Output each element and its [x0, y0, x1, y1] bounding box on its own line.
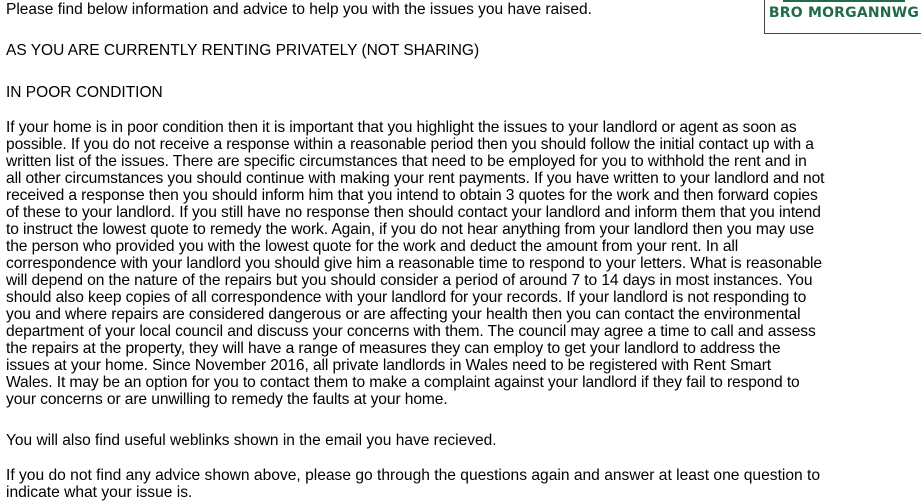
advice-line: written list of the issues. There are specific circumstances that need to be employed for you to withhold the rent and in — [6, 153, 807, 170]
advice-line: of these to your landlord. If you still have no response then should contact your landlord and inform them that you intend — [6, 204, 821, 221]
advice-line: your concerns or are unwilling to remedy the faults at your home. — [6, 391, 448, 408]
weblinks-note: You will also find useful weblinks shown in the email you have recieved. — [6, 432, 497, 449]
advice-line: will depend on the nature of the repairs but you should consider a period of around 7 to 14 days in most instances. You — [6, 272, 813, 289]
closing-instructions — [6, 467, 921, 501]
advice-line: all other circumstances you should continue with making your rent payments. If you have written to your landlord and not — [6, 170, 825, 187]
organisation-logo — [764, 0, 921, 34]
logo-text: BRO MORGANNWG — [768, 5, 920, 21]
advice-line: department of your local council and discuss your concerns with them. The council may agree a time to call and assess — [6, 323, 816, 340]
advice-line: you and where repairs are considered dangerous or are affecting your health then you can contact the environmental — [6, 306, 801, 323]
advice-line: correspondence with your landlord you should give him a reasonable time to respond to your letters. What is reasonable — [6, 255, 822, 272]
advice-line: should also keep copies of all correspondence with your landlord for your records. If your landlord is not responding to — [6, 289, 807, 306]
intro-text: Please find below information and advice to help you with the issues you have raised. — [6, 1, 592, 18]
advice-line: received a response then you should inform him that you intend to obtain 3 quotes for the work and then forward copies — [6, 187, 818, 204]
advice-line: the repairs at the property, they will have a range of measures they can employ to get your landlord to address the — [6, 340, 781, 357]
advice-line: to instruct the lowest quote to remedy the work. Again, if you do not hear anything from your landlord then you may use — [6, 221, 815, 238]
advice-line: the person who provided you with the lowest quote for the work and deduct the amount from your rent. In all — [6, 238, 739, 255]
advice-paragraph — [6, 119, 921, 408]
logo-accent-bar — [783, 0, 905, 2]
closing-line: indicate what your issue is. — [6, 484, 193, 501]
advice-line: If your home is in poor condition then it is important that you highlight the issues to your landlord or agent as soon as — [6, 119, 797, 136]
advice-line: issues at your home. Since November 2016, all private landlords in Wales need to be registered with Rent Smart — [6, 357, 772, 374]
advice-line: possible. If you do not receive a response within a reasonable period then you should follow the initial contact up with a — [6, 136, 814, 153]
heading-renting-status: AS YOU ARE CURRENTLY RENTING PRIVATELY (NOT SHARING) — [6, 42, 480, 59]
heading-property-condition: IN POOR CONDITION — [6, 84, 163, 101]
advice-line: Wales. It may be an option for you to contact them to make a complaint against your landlord if they fail to respond to — [6, 374, 800, 391]
closing-line: If you do not find any advice shown above, please go through the questions again and answer at least one question to — [6, 467, 821, 484]
